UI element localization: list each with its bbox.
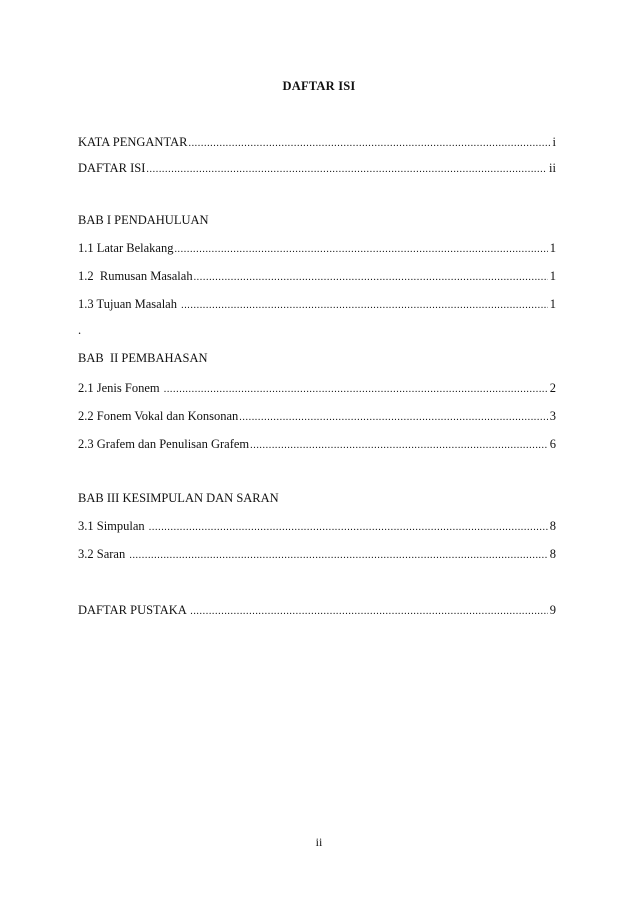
toc-entry-page: 6 bbox=[549, 437, 556, 451]
toc-entry-label: 2.2 Fonem Vokal dan Konsonan bbox=[78, 409, 239, 423]
toc-entry-label: 2.1 Jenis Fonem bbox=[78, 381, 163, 395]
toc-entry-page: 1 bbox=[549, 241, 556, 255]
toc-entry-label: DAFTAR PUSTAKA bbox=[78, 603, 190, 617]
toc-entry-label: DAFTAR ISI bbox=[78, 161, 146, 175]
toc-entry-label: 1.2 Rumusan Masalah bbox=[78, 269, 193, 283]
stray-period: . bbox=[78, 323, 82, 337]
toc-entry-page: i bbox=[552, 135, 556, 149]
toc-entry-kata-pengantar bbox=[78, 134, 556, 152]
dot-leader bbox=[146, 162, 547, 178]
dot-leader bbox=[129, 548, 547, 564]
toc-entry-1-1 bbox=[78, 240, 556, 258]
toc-entry-label: 3.2 Saran bbox=[78, 547, 129, 561]
toc-title: DAFTAR ISI bbox=[282, 79, 356, 93]
toc-entry-3-1 bbox=[78, 518, 556, 536]
chapter-heading-bab-3: BAB III KESIMPULAN DAN SARAN bbox=[78, 491, 279, 505]
chapter-heading-bab-2: BAB II PEMBAHASAN bbox=[78, 351, 208, 365]
dot-leader bbox=[250, 438, 548, 454]
toc-entry-page: 8 bbox=[549, 519, 556, 533]
toc-entry-page: 8 bbox=[549, 547, 556, 561]
toc-entry-label: 2.3 Grafem dan Penulisan Grafem bbox=[78, 437, 250, 451]
dot-leader bbox=[149, 520, 548, 536]
dot-leader bbox=[239, 410, 547, 426]
dot-leader bbox=[190, 604, 548, 620]
toc-entry-page: 1 bbox=[549, 269, 556, 283]
toc-entry-2-1 bbox=[78, 380, 556, 398]
toc-entry-1-2 bbox=[78, 268, 556, 286]
toc-entry-daftar-pustaka bbox=[78, 602, 556, 620]
toc-entry-label: KATA PENGANTAR bbox=[78, 135, 188, 149]
dot-leader bbox=[194, 270, 548, 286]
toc-entry-2-3 bbox=[78, 436, 556, 454]
toc-entry-label: 1.1 Latar Belakang bbox=[78, 241, 174, 255]
chapter-heading-bab-1: BAB I PENDAHULUAN bbox=[78, 213, 209, 227]
toc-entry-page: 1 bbox=[549, 297, 556, 311]
toc-entry-2-2 bbox=[78, 408, 556, 426]
toc-entry-1-3 bbox=[78, 296, 556, 314]
dot-leader bbox=[188, 136, 550, 152]
toc-entry-label: 3.1 Simpulan bbox=[78, 519, 148, 533]
toc-entry-page: ii bbox=[549, 161, 556, 175]
toc-entry-daftar-isi bbox=[78, 160, 556, 178]
toc-entry-3-2 bbox=[78, 546, 556, 564]
dot-leader bbox=[164, 382, 548, 398]
toc-entry-page: 2 bbox=[549, 381, 556, 395]
dot-leader bbox=[181, 298, 548, 314]
toc-entry-page: 9 bbox=[549, 603, 556, 617]
toc-entry-label: 1.3 Tujuan Masalah bbox=[78, 297, 181, 311]
toc-entry-page: 3 bbox=[549, 409, 556, 423]
dot-leader bbox=[174, 242, 547, 258]
page-number: ii bbox=[315, 835, 323, 849]
